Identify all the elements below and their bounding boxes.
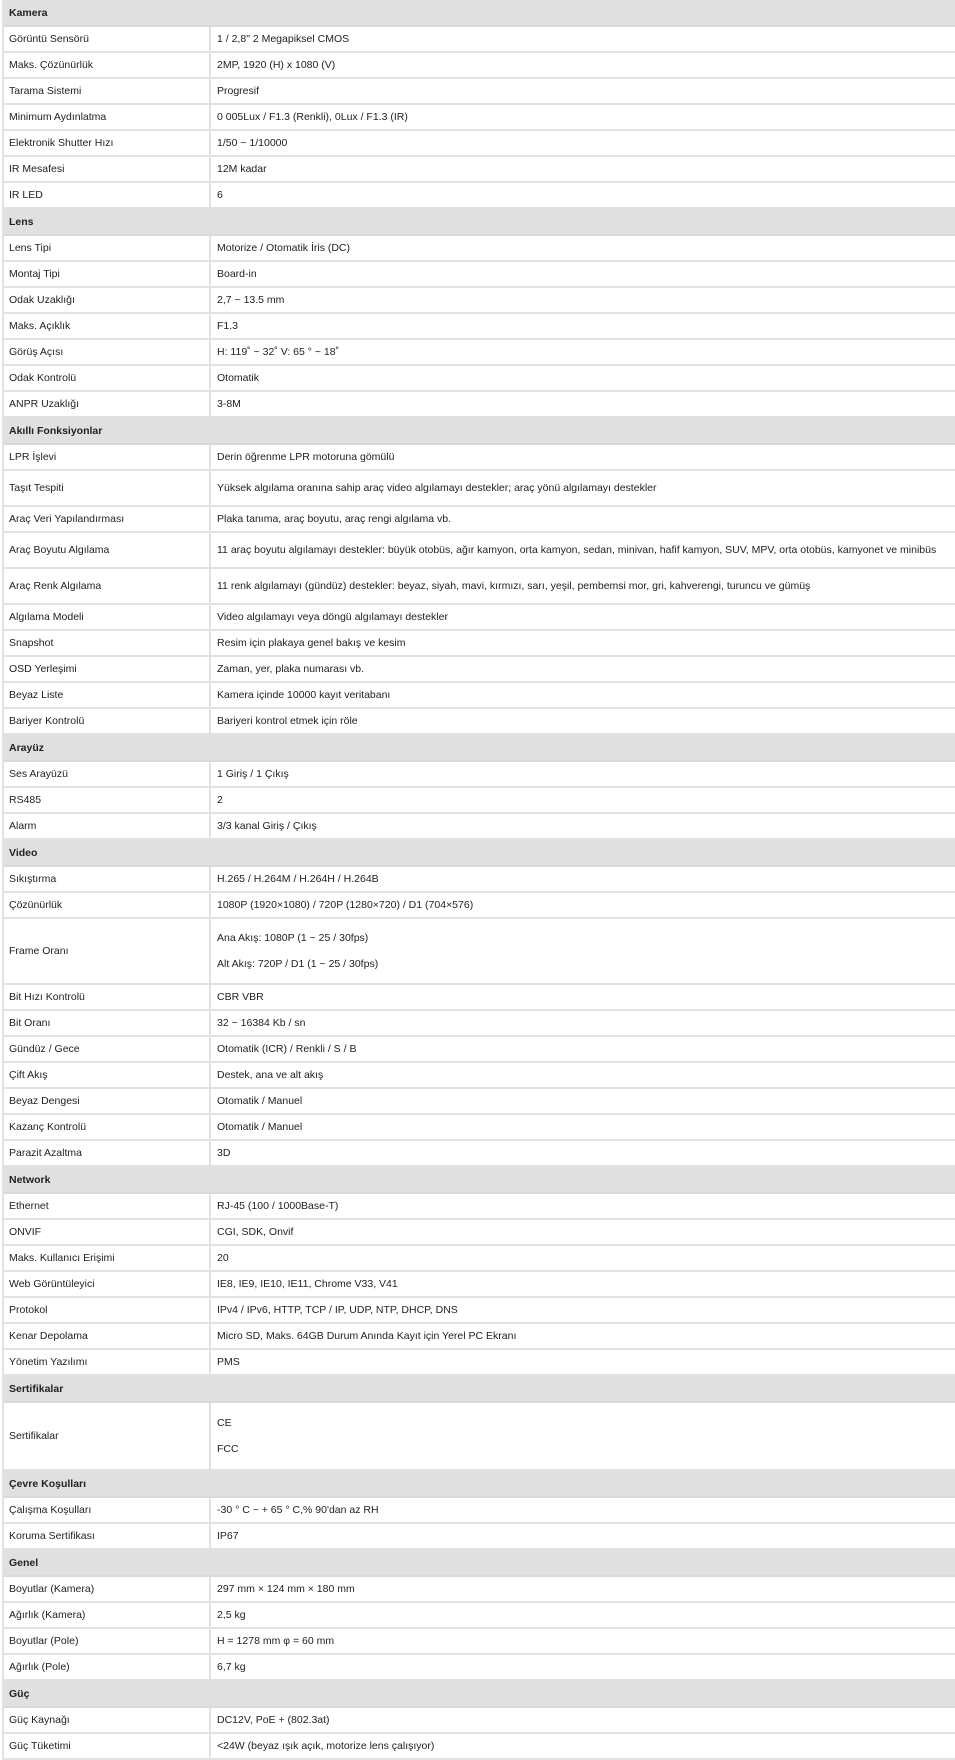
spec-value xyxy=(211,1194,955,1218)
spec-value-line: 6 xyxy=(217,189,223,201)
spec-label: Tarama Sistemi xyxy=(4,79,211,103)
spec-value-line: Otomatik xyxy=(217,372,260,384)
spec-value-line: 3-8M xyxy=(217,398,241,410)
spec-row xyxy=(4,683,955,709)
spec-label: Odak Kontrolü xyxy=(4,366,211,390)
spec-row xyxy=(4,867,955,893)
spec-row xyxy=(4,1524,955,1550)
spec-label: Ağırlık (Pole) xyxy=(4,1655,211,1679)
spec-label: Görüş Açısı xyxy=(4,340,211,364)
section-header: Network xyxy=(4,1167,955,1194)
spec-value xyxy=(211,1220,955,1244)
spec-label: Güç Tüketimi xyxy=(4,1734,211,1758)
spec-value-line: 2 xyxy=(217,794,223,806)
spec-value-line: 3/3 kanal Giriş / Çıkış xyxy=(217,820,317,832)
spec-value-line: <24W (beyaz ışık açık, motorize lens çalışıyor) xyxy=(217,1740,435,1752)
spec-value-line: Plaka tanıma, araç boyutu, araç rengi algılama vb. xyxy=(217,513,452,525)
spec-value xyxy=(211,893,955,917)
spec-value-line: CE xyxy=(217,1417,232,1429)
spec-value xyxy=(211,1037,955,1061)
spec-row xyxy=(4,657,955,683)
spec-label: Protokol xyxy=(4,1298,211,1322)
spec-label: Sıkıştırma xyxy=(4,867,211,891)
spec-value xyxy=(211,814,955,838)
spec-value xyxy=(211,507,955,531)
spec-label: Minimum Aydınlatma xyxy=(4,105,211,129)
spec-label: Bit Hızı Kontrolü xyxy=(4,985,211,1009)
spec-label: Boyutlar (Pole) xyxy=(4,1629,211,1653)
spec-row xyxy=(4,53,955,79)
spec-label: Beyaz Dengesi xyxy=(4,1089,211,1113)
spec-row xyxy=(4,631,955,657)
spec-label: Maks. Açıklık xyxy=(4,314,211,338)
spec-row xyxy=(4,1272,955,1298)
spec-row xyxy=(4,105,955,131)
spec-value xyxy=(211,27,955,51)
spec-value-line: 1080P (1920×1080) / 720P (1280×720) / D1 (704×576) xyxy=(217,899,474,911)
spec-value xyxy=(211,1141,955,1165)
spec-value-line: 2,5 kg xyxy=(217,1609,246,1621)
spec-value xyxy=(211,79,955,103)
spec-value-line: 1 Giriş / 1 Çıkış xyxy=(217,768,289,780)
spec-value xyxy=(211,157,955,181)
spec-value-line: 3D xyxy=(217,1147,231,1159)
spec-label: IR Mesafesi xyxy=(4,157,211,181)
spec-value xyxy=(211,1324,955,1348)
spec-value-line: Resim için plakaya genel bakış ve kesim xyxy=(217,637,406,649)
section-header: Video xyxy=(4,840,955,867)
spec-label: Çift Akış xyxy=(4,1063,211,1087)
spec-row xyxy=(4,1194,955,1220)
spec-value-line: 2MP, 1920 (H) x 1080 (V) xyxy=(217,59,336,71)
spec-label: Montaj Tipi xyxy=(4,262,211,286)
spec-value xyxy=(211,985,955,1009)
spec-value-line: Yüksek algılama oranına sahip araç video algılamayı destekler; araç yönü algılamayı destekler xyxy=(217,482,657,494)
spec-label: Kazanç Kontrolü xyxy=(4,1115,211,1139)
spec-value xyxy=(211,314,955,338)
spec-value-line: F1.3 xyxy=(217,320,239,332)
spec-label: Maks. Kullanıcı Erişimi xyxy=(4,1246,211,1270)
spec-label: Çalışma Koşulları xyxy=(4,1498,211,1522)
spec-row xyxy=(4,1220,955,1246)
spec-value xyxy=(211,709,955,733)
spec-value xyxy=(211,1089,955,1113)
spec-value-line: Board-in xyxy=(217,268,257,280)
spec-row xyxy=(4,392,955,418)
spec-value-line: CBR VBR xyxy=(217,991,264,1003)
spec-value-line: H: 119˚ ~ 32˚ V: 65 ° ~ 18˚ xyxy=(217,346,340,358)
spec-row xyxy=(4,236,955,262)
spec-value-line: IE8, IE9, IE10, IE11, Chrome V33, V41 xyxy=(217,1278,398,1290)
spec-row xyxy=(4,79,955,105)
spec-value-line: 20 xyxy=(217,1252,229,1264)
spec-value xyxy=(211,1603,955,1627)
spec-row xyxy=(4,1629,955,1655)
spec-row xyxy=(4,1115,955,1141)
spec-value-line: 11 araç boyutu algılamayı destekler: büyük otobüs, ağır kamyon, orta kamyon, sedan, minivan, hafif kamyon, SUV, MPV, orta otobüs, kamyonet ve minibüs xyxy=(217,544,937,556)
spec-row xyxy=(4,471,955,507)
spec-value-line: IPv4 / IPv6, HTTP, TCP / IP, UDP, NTP, DHCP, DNS xyxy=(217,1304,458,1316)
spec-value xyxy=(211,53,955,77)
spec-row xyxy=(4,131,955,157)
spec-row xyxy=(4,1063,955,1089)
spec-row xyxy=(4,919,955,985)
spec-value-line: CGI, SDK, Onvif xyxy=(217,1226,294,1238)
section-header: Güç xyxy=(4,1681,955,1708)
spec-value xyxy=(211,683,955,707)
spec-value-line: 2,7 ~ 13.5 mm xyxy=(217,294,285,306)
spec-row xyxy=(4,445,955,471)
spec-label: Taşıt Tespiti xyxy=(4,471,211,505)
spec-label: RS485 xyxy=(4,788,211,812)
spec-label: IR LED xyxy=(4,183,211,207)
spec-value-line: Motorize / Otomatik İris (DC) xyxy=(217,242,351,254)
spec-value xyxy=(211,1403,955,1469)
spec-label: Bit Oranı xyxy=(4,1011,211,1035)
spec-row xyxy=(4,1298,955,1324)
spec-value-line: 1/50 ~ 1/10000 xyxy=(217,137,288,149)
section-header: Kamera xyxy=(4,0,955,27)
spec-value xyxy=(211,1246,955,1270)
spec-row xyxy=(4,605,955,631)
spec-row xyxy=(4,1350,955,1376)
spec-value-line: 1 / 2,8" 2 Megapiksel CMOS xyxy=(217,33,350,45)
spec-row xyxy=(4,1141,955,1167)
spec-label: Ethernet xyxy=(4,1194,211,1218)
spec-value-line: Progresif xyxy=(217,85,260,97)
spec-row xyxy=(4,288,955,314)
spec-row xyxy=(4,1498,955,1524)
spec-row xyxy=(4,1403,955,1471)
spec-value-line: 0 005Lux / F1.3 (Renkli), 0Lux / F1.3 (IR) xyxy=(217,111,408,123)
spec-value xyxy=(211,605,955,629)
spec-value xyxy=(211,471,955,505)
spec-value xyxy=(211,366,955,390)
spec-value-line: Ana Akış: 1080P (1 ~ 25 / 30fps) xyxy=(217,932,369,945)
section-header: Lens xyxy=(4,209,955,236)
spec-value xyxy=(211,1350,955,1374)
spec-row xyxy=(4,533,955,569)
spec-value xyxy=(211,392,955,416)
spec-label: Algılama Modeli xyxy=(4,605,211,629)
spec-value xyxy=(211,1577,955,1601)
spec-value xyxy=(211,569,955,603)
spec-value xyxy=(211,1115,955,1139)
spec-value-line: 297 mm × 124 mm × 180 mm xyxy=(217,1583,355,1595)
spec-label: ONVIF xyxy=(4,1220,211,1244)
spec-value xyxy=(211,1498,955,1522)
spec-row xyxy=(4,1037,955,1063)
spec-value xyxy=(211,1734,955,1758)
spec-value xyxy=(211,919,955,983)
spec-value-line: 11 renk algılamayı (gündüz) destekler: beyaz, siyah, mavi, kırmızı, sarı, yeşil, pembemsi mor, gri, kahverengi, turuncu ve gümüş xyxy=(217,580,811,592)
spec-value-line: IP67 xyxy=(217,1530,239,1542)
spec-value-line: 12M kadar xyxy=(217,163,267,175)
spec-value-line: Otomatik / Manuel xyxy=(217,1121,303,1133)
spec-value-line: Kamera içinde 10000 kayıt veritabanı xyxy=(217,689,391,701)
spec-row xyxy=(4,762,955,788)
spec-value xyxy=(211,1655,955,1679)
spec-label: Sertifikalar xyxy=(4,1403,211,1469)
spec-value xyxy=(211,105,955,129)
spec-value xyxy=(211,1272,955,1296)
spec-label: Lens Tipi xyxy=(4,236,211,260)
spec-row xyxy=(4,788,955,814)
spec-table xyxy=(2,0,955,1760)
spec-value-line: 32 ~ 16384 Kb / sn xyxy=(217,1017,306,1029)
spec-value xyxy=(211,445,955,469)
spec-value-line: PMS xyxy=(217,1356,240,1368)
section-header: Çevre Koşulları xyxy=(4,1471,955,1498)
spec-value-line: Destek, ana ve alt akış xyxy=(217,1069,324,1081)
section-header: Genel xyxy=(4,1550,955,1577)
spec-label: Frame Oranı xyxy=(4,919,211,983)
spec-row xyxy=(4,1324,955,1350)
spec-value xyxy=(211,631,955,655)
spec-label: Parazit Azaltma xyxy=(4,1141,211,1165)
spec-value-line: Derin öğrenme LPR motoruna gömülü xyxy=(217,451,395,463)
spec-value-line: Bariyeri kontrol etmek için röle xyxy=(217,715,358,727)
spec-row xyxy=(4,366,955,392)
spec-row xyxy=(4,893,955,919)
spec-label: Araç Boyutu Algılama xyxy=(4,533,211,567)
section-header: Arayüz xyxy=(4,735,955,762)
spec-value-line: H.265 / H.264M / H.264H / H.264B xyxy=(217,873,379,885)
section-header: Sertifikalar xyxy=(4,1376,955,1403)
spec-value xyxy=(211,1298,955,1322)
spec-label: Bariyer Kontrolü xyxy=(4,709,211,733)
spec-row xyxy=(4,340,955,366)
spec-label: Snapshot xyxy=(4,631,211,655)
spec-label: Ağırlık (Kamera) xyxy=(4,1603,211,1627)
spec-value-line: Micro SD, Maks. 64GB Durum Anında Kayıt için Yerel PC Ekranı xyxy=(217,1330,517,1342)
spec-row xyxy=(4,507,955,533)
spec-label: Ses Arayüzü xyxy=(4,762,211,786)
spec-label: Kenar Depolama xyxy=(4,1324,211,1348)
spec-value xyxy=(211,183,955,207)
spec-value-line: H = 1278 mm φ = 60 mm xyxy=(217,1635,335,1647)
spec-row xyxy=(4,1246,955,1272)
spec-row xyxy=(4,1089,955,1115)
spec-value xyxy=(211,262,955,286)
spec-label: Boyutlar (Kamera) xyxy=(4,1577,211,1601)
spec-row xyxy=(4,1655,955,1681)
spec-value xyxy=(211,131,955,155)
spec-value xyxy=(211,1629,955,1653)
spec-value-line: FCC xyxy=(217,1443,239,1455)
spec-label: Araç Veri Yapılandırması xyxy=(4,507,211,531)
spec-label: Çözünürlük xyxy=(4,893,211,917)
spec-label: Web Görüntüleyici xyxy=(4,1272,211,1296)
spec-label: Güç Kaynağı xyxy=(4,1708,211,1732)
spec-label: OSD Yerleşimi xyxy=(4,657,211,681)
spec-row xyxy=(4,262,955,288)
spec-label: Araç Renk Algılama xyxy=(4,569,211,603)
spec-value-line: Otomatik / Manuel xyxy=(217,1095,303,1107)
spec-value-line: -30 ° C ~ + 65 ° C,% 90'dan az RH xyxy=(217,1504,379,1516)
spec-row xyxy=(4,1577,955,1603)
spec-label: Maks. Çözünürlük xyxy=(4,53,211,77)
spec-value xyxy=(211,1524,955,1548)
spec-row xyxy=(4,183,955,209)
section-header: Akıllı Fonksiyonlar xyxy=(4,418,955,445)
spec-row xyxy=(4,314,955,340)
spec-value xyxy=(211,867,955,891)
spec-row xyxy=(4,709,955,735)
spec-label: Alarm xyxy=(4,814,211,838)
spec-value-line: RJ-45 (100 / 1000Base-T) xyxy=(217,1200,339,1212)
spec-value xyxy=(211,533,955,567)
spec-row xyxy=(4,1011,955,1037)
spec-value xyxy=(211,788,955,812)
spec-label: Görüntü Sensörü xyxy=(4,27,211,51)
spec-label: Gündüz / Gece xyxy=(4,1037,211,1061)
spec-row xyxy=(4,1603,955,1629)
spec-row xyxy=(4,569,955,605)
spec-row xyxy=(4,1708,955,1734)
spec-row xyxy=(4,27,955,53)
spec-value-line: Otomatik (ICR) / Renkli / S / B xyxy=(217,1043,357,1055)
spec-row xyxy=(4,985,955,1011)
spec-label: ANPR Uzaklığı xyxy=(4,392,211,416)
spec-row xyxy=(4,1734,955,1760)
spec-value-line: 6,7 kg xyxy=(217,1661,246,1673)
spec-label: Odak Uzaklığı xyxy=(4,288,211,312)
spec-value xyxy=(211,657,955,681)
spec-value-line: Alt Akış: 720P / D1 (1 ~ 25 / 30fps) xyxy=(217,957,379,970)
spec-value xyxy=(211,762,955,786)
spec-label: Elektronik Shutter Hızı xyxy=(4,131,211,155)
spec-label: LPR İşlevi xyxy=(4,445,211,469)
spec-label: Beyaz Liste xyxy=(4,683,211,707)
spec-value xyxy=(211,1011,955,1035)
spec-value-line: Video algılamayı veya döngü algılamayı destekler xyxy=(217,611,448,623)
spec-label: Koruma Sertifikası xyxy=(4,1524,211,1548)
spec-value xyxy=(211,288,955,312)
spec-value-line: Zaman, yer, plaka numarası vb. xyxy=(217,663,365,675)
spec-value xyxy=(211,1063,955,1087)
spec-row xyxy=(4,814,955,840)
spec-value-line: DC12V, PoE + (802.3at) xyxy=(217,1714,330,1726)
spec-label: Yönetim Yazılımı xyxy=(4,1350,211,1374)
spec-value xyxy=(211,236,955,260)
spec-row xyxy=(4,157,955,183)
spec-value xyxy=(211,1708,955,1732)
spec-value xyxy=(211,340,955,364)
